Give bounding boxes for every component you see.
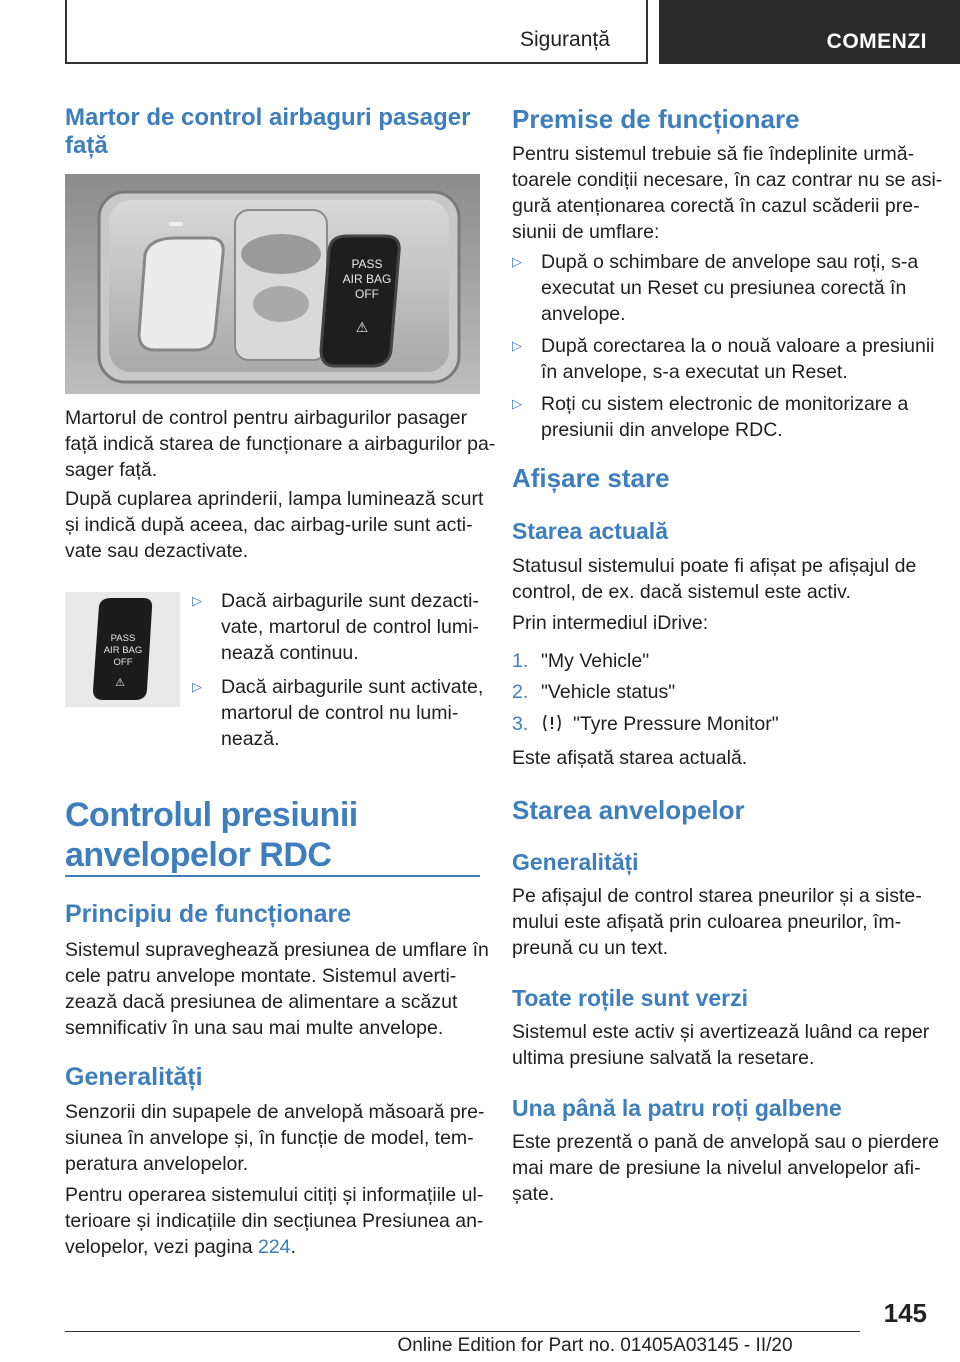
- current-state-title: Starea actuală: [512, 518, 668, 544]
- general-title: Generalități: [65, 1063, 203, 1091]
- principle-title: Principiu de funcționare: [65, 900, 352, 928]
- step-number: 2.: [512, 681, 529, 703]
- idrive-line: Prin intermediul iDrive:: [512, 612, 709, 634]
- svg-text:OFF: OFF: [113, 657, 133, 668]
- airbag-title: Martor de control airbaguri pasager față: [65, 104, 471, 159]
- svg-text:PASS: PASS: [351, 257, 383, 271]
- principle-paragraph: Sistemul supraveghează presiunea de umflare în cele patru anvelope montate. Sistemul averti- zează dacă presiunea de alimentare a scăzut semnificativ în una sau mai multe anvelope.: [65, 939, 489, 1039]
- airbag-bullet-list: [190, 588, 484, 752]
- page-link[interactable]: 224: [257, 1236, 291, 1258]
- bullet-triangle-icon: ▷: [192, 593, 202, 608]
- bullet-triangle-icon: ▷: [192, 679, 202, 694]
- general-paragraph-right: Pe afișajul de control starea pneurilor și a siste- mului este afișată prin culoarea pneurilor, îm- preună cu un text.: [512, 885, 922, 959]
- steps-list: [512, 648, 932, 741]
- list-item: ▷ Dacă airbagurile sunt activate, martorul de control nu lumi- nează.: [192, 676, 484, 750]
- svg-text:⚠: ⚠: [355, 320, 369, 336]
- chapter-tab[interactable]: [659, 0, 960, 64]
- list-item: ▷ După o schimbare de anvelope sau roți, s-a executat un Reset cu presiunea corectă în anvelope.: [512, 251, 919, 325]
- airbag-indicator-icon: [65, 592, 180, 707]
- airbag-paragraph-2: După cuplarea aprinderii, lampa luminează scurt și indică după aceea, dac airbag-urile sunt acti- vate sau dezactivate.: [65, 488, 484, 562]
- page-number: 145: [883, 1298, 927, 1328]
- svg-text:PASS: PASS: [110, 633, 136, 644]
- bullet-triangle-icon: ▷: [512, 338, 522, 353]
- premise-title: Premise de funcționare: [512, 104, 800, 134]
- airbag-switch-photo: [65, 174, 480, 394]
- list-item: ▷ Roți cu sistem electronic de monitorizare a presiunii din anvelope RDC.: [512, 393, 909, 441]
- svg-text:⚠: ⚠: [115, 676, 125, 689]
- footer-rule: [65, 1331, 860, 1332]
- display-title: Afișare stare: [512, 463, 670, 493]
- list-item: 3. "Tyre Pressure Monitor": [512, 713, 779, 735]
- list-item: ▷ După corectarea la o nouă valoare a presiunii în anvelope, s-a executat un Reset.: [512, 335, 935, 383]
- general-paragraph-2: Pentru operarea sistemului citiți și informațiile ul- terioare și indicațiile din secțiunea Presiunea an- velopelor, vezi pagina 224.: [65, 1184, 484, 1258]
- premise-bullet-list: [512, 249, 935, 443]
- bullet-triangle-icon: ▷: [512, 396, 522, 411]
- yellow-wheels-paragraph: Este prezentă o pană de anvelopă sau o pierdere mai mare de presiune la nivelul anvelopelor afi- șate.: [512, 1131, 940, 1205]
- title-rule: [65, 875, 480, 877]
- airbag-paragraph-1: Martorul de control pentru airbagurilor pasager față indică starea de funcționare a airbagurilor pa- sager față.: [65, 407, 496, 481]
- green-wheels-title: Toate roțile sunt verzi: [512, 985, 749, 1011]
- rdc-chapter-title: Controlul presiunii anvelopelor RDC: [65, 796, 358, 874]
- general-title-right: Generalități: [512, 849, 639, 875]
- section-label: Siguranță: [520, 28, 610, 51]
- bullet-triangle-icon: ▷: [512, 254, 522, 269]
- yellow-wheels-title: Una până la patru roți galbene: [512, 1095, 842, 1121]
- general-paragraph-1: Senzorii din supapele de anvelopă măsoară pre- siunea în anvelope și, în funcție de model, tem- peratura anvelopelor.: [65, 1101, 485, 1175]
- list-item: 1. "My Vehicle": [512, 650, 650, 672]
- svg-text:AIR BAG: AIR BAG: [342, 272, 392, 286]
- step-number: 3.: [512, 713, 529, 735]
- tyre-warning-icon: [541, 713, 563, 733]
- green-wheels-paragraph: Sistemul este activ și avertizează luând ca reper ultima presiune salvată la resetare.: [512, 1021, 930, 1069]
- chapter-tab-label: COMENZI: [826, 30, 927, 53]
- premise-paragraph: Pentru sistemul trebuie să fie îndeplinite urmă- toarele condiții necesare, în caz contrar nu se asi- gură atenționarea corectă în cazul scăderii pre- siunii de umflare:: [512, 143, 943, 243]
- list-item: 2. "Vehicle status": [512, 681, 676, 703]
- svg-text:AIR BAG: AIR BAG: [103, 645, 143, 656]
- tyres-state-title: Starea anvelopelor: [512, 795, 745, 825]
- current-state-paragraph: Statusul sistemului poate fi afișat pe afișajul de control, de ex. dacă sistemul este activ.: [512, 555, 917, 603]
- state-shown-line: Este afișată starea actuală.: [512, 747, 748, 769]
- list-item: ▷ Dacă airbagurile sunt dezacti- vate, martorul de control lumi- nează continuu.: [192, 590, 479, 664]
- step-number: 1.: [512, 650, 529, 672]
- svg-text:OFF: OFF: [355, 287, 379, 301]
- footer-edition: Online Edition for Part no. 01405A03145 - II/20: [397, 1335, 793, 1356]
